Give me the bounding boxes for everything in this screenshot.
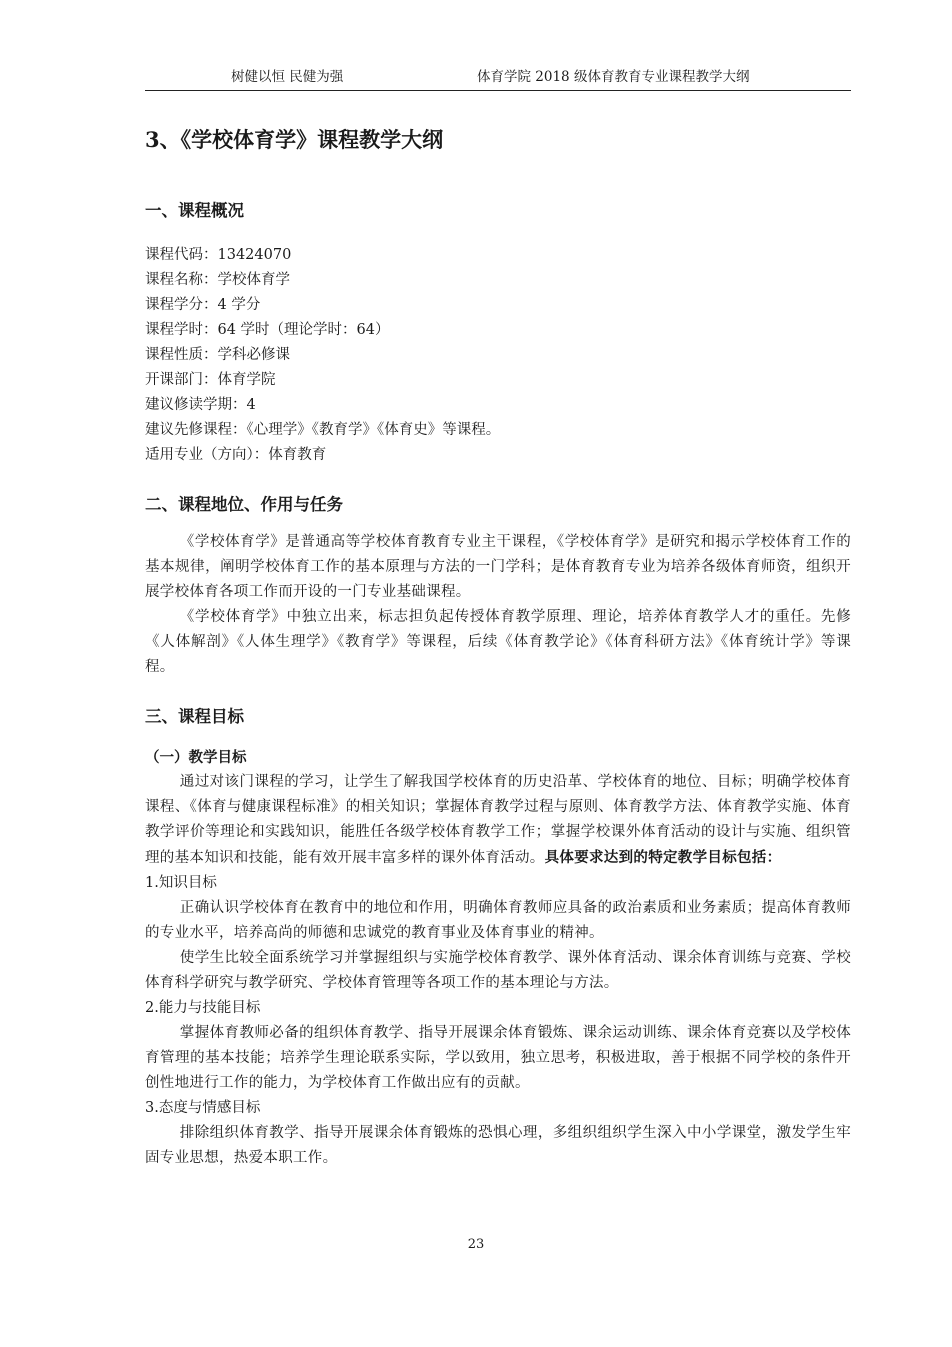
section-heading-role: 二、课程地位、作用与任务	[145, 495, 343, 514]
info-item: 课程性质：学科必修课	[145, 347, 290, 363]
paragraph: 掌握体育教师必备的组织体育教学、指导开展课余体育锻炼、课余运动训练、课余体育竞赛以及学校体育管理的基本技能；培养学生理论联系实际，学以致用，独立思考，积极进取，善于根据不同学校的条件开创性地进行工作的能力，为学校体育工作做出应有的贡献。	[145, 1025, 851, 1091]
section-role-body	[145, 530, 851, 680]
goal-title-attitude: 3.态度与情感目标	[145, 1100, 261, 1116]
info-item: 课程学时：64 学时（理论学时：64）	[145, 322, 390, 338]
goal-title-knowledge: 1.知识目标	[145, 875, 217, 891]
document-title: 3、《学校体育学》课程教学大纲	[145, 127, 444, 152]
page-content	[145, 118, 851, 1171]
header-motto: 树健以恒 民健为强	[231, 69, 344, 85]
info-item: 课程代码：13424070	[145, 247, 292, 263]
course-info-list	[145, 243, 851, 468]
subheading-teaching-objectives: （一）教学目标	[145, 749, 247, 766]
info-item: 建议修读学期：4	[145, 397, 256, 413]
section-heading-overview: 一、课程概况	[145, 201, 244, 220]
paragraph: 《学校体育学》中独立出来，标志担负起传授体育教学原理、理论，培养体育教学人才的重任。先修《人体解剖》《人体生理学》《教育学》等课程，后续《体育教学论》《体育科研方法》《体育统计学》等课程。	[145, 609, 851, 675]
info-item: 适用专业（方向）：体育教育	[145, 447, 327, 463]
info-item: 课程名称：学校体育学	[145, 272, 290, 288]
paragraph: 使学生比较全面系统学习并掌握组织与实施学校体育教学、课外体育活动、课余体育训练与竞赛、学校体育科学研究与教学研究、学校体育管理等各项工作的基本理论与方法。	[145, 950, 851, 991]
intro-bold-text: 具体要求达到的特定教学目标包括：	[544, 849, 782, 866]
page-number: 23	[467, 1237, 485, 1252]
paragraph: 排除组织体育教学、指导开展课余体育锻炼的恐惧心理，多组织组织学生深入中小学课堂，激发学生牢固专业思想，热爱本职工作。	[145, 1125, 851, 1166]
info-item: 建议先修课程：《心理学》《教育学》《体育史》等课程。	[145, 422, 501, 438]
intro-text: 通过对该门课程的学习，让学生了解我国学校体育的历史沿革、学校体育的地位、目标；明确学校体育课程、《体育与健康课程标准》的相关知识；掌握体育教学过程与原则、体育教学方法、体育教学实施、体育教学评价等理论和实践知识，能胜任各级学校体育教学工作；掌握学校课外体育活动的设计与实施、组织管理的基本知识和技能，能有效开展丰富多样的课外体育活动。	[145, 774, 851, 866]
paragraph: 《学校体育学》是普通高等学校体育教育专业主干课程，《学校体育学》是研究和揭示学校体育工作的基本规律，阐明学校体育工作的基本原理与方法的一门学科；是体育教育专业为培养各级体育师资，组织开展学校体育各项工作而开设的一门专业基础课程。	[145, 534, 851, 600]
info-item: 开课部门：体育学院	[145, 372, 276, 388]
paragraph: 正确认识学校体育在教育中的地位和作用，明确体育教师应具备的政治素质和业务素质；提高体育教师的专业水平，培养高尚的师德和忠诚党的教育事业及体育事业的精神。	[145, 900, 851, 941]
info-item: 课程学分：4 学分	[145, 297, 261, 313]
running-header	[145, 66, 851, 91]
goal-title-ability: 2.能力与技能目标	[145, 1000, 261, 1016]
section-heading-objectives: 三、课程目标	[145, 707, 244, 726]
objectives-intro	[145, 770, 851, 871]
header-doc-name: 体育学院 2018 级体育教育专业课程教学大纲	[477, 69, 750, 85]
